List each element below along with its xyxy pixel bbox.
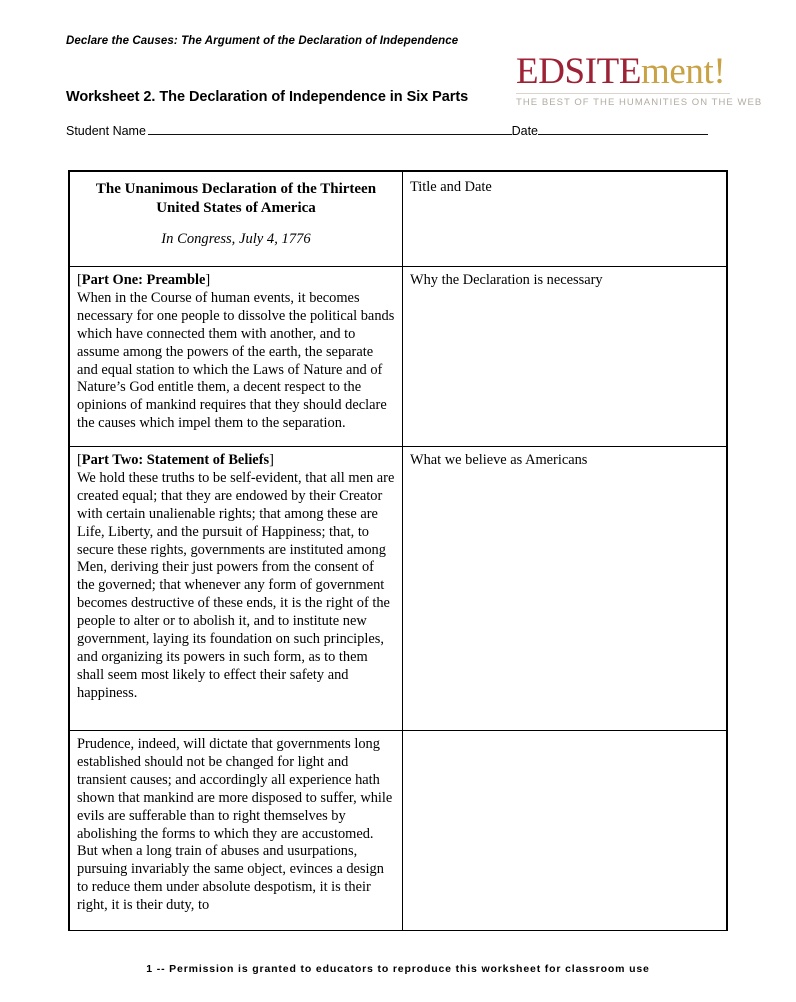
date-input[interactable] xyxy=(538,122,708,135)
six-parts-table xyxy=(68,170,728,931)
student-name-input[interactable] xyxy=(148,122,512,135)
prompt-label: Title and Date xyxy=(410,179,492,195)
table-row xyxy=(69,731,727,931)
part-one-bracket-close: ] xyxy=(205,272,211,288)
page-title: Worksheet 2. The Declaration of Independence in Six Parts xyxy=(66,89,469,105)
part-two-bracket-open: [ xyxy=(77,452,82,468)
table-row xyxy=(69,447,727,731)
part-two-label: Part Two: Statement of Beliefs xyxy=(81,452,270,468)
declaration-title: The Unanimous Declaration of the Thirteen United States of America xyxy=(95,181,377,216)
declaration-title-cell xyxy=(69,171,403,267)
page-footer: 1 -- Permission is granted to educators to reproduce this worksheet for classroom use xyxy=(146,963,650,975)
date-label: Date xyxy=(511,124,538,138)
logo-divider xyxy=(516,93,730,94)
prompt-cell-why-necessary[interactable] xyxy=(403,267,728,447)
student-info-row xyxy=(66,122,708,138)
part-one-bracket-open: [ xyxy=(77,272,82,288)
logo-edsite-text: EDSITE xyxy=(516,51,642,92)
prompt-cell-what-we-believe[interactable] xyxy=(403,447,728,731)
part-two-text-cell xyxy=(69,447,403,731)
prompt-cell-blank[interactable] xyxy=(403,731,728,931)
prompt-label: Why the Declaration is necessary xyxy=(410,272,603,288)
part-one-text-cell xyxy=(69,267,403,447)
declaration-subtitle: In Congress, July 4, 1776 xyxy=(161,231,311,247)
logo-wordmark xyxy=(516,52,732,92)
logo-tagline: THE BEST OF THE HUMANITIES ON THE WEB xyxy=(516,97,763,108)
prudence-body: Prudence, indeed, will dictate that governments long established should not be changed for light and transient causes; and accordingly all experience hath shown that mankind are more disposed to suffer, while evils are sufferable than to right themselves by abolishing the forms to which they are accustomed. But when a long train of abuses and usurpations, pursuing invariably the same object, evinces a design to reduce them under absolute despotism, it is their right, it is their duty, to xyxy=(77,736,393,914)
part-one-label: Part One: Preamble xyxy=(81,272,206,288)
part-one-body: When in the Course of human events, it becomes necessary for one people to dissolve the political bands which have connected them with another, and to assume among the powers of the earth, the separate and equal station to which the Laws of Nature and of Nature’s God entitle them, a decent respect to the opinions of mankind requires that they should declare the causes which impel them to the separation. xyxy=(77,289,395,432)
prompt-cell-title-and-date[interactable] xyxy=(403,171,728,267)
unit-kicker: Declare the Causes: The Argument of the Declaration of Independence xyxy=(66,35,459,47)
prudence-text-cell xyxy=(69,731,403,931)
edsitement-logo xyxy=(516,51,763,108)
logo-ment-text: ment! xyxy=(641,51,726,92)
table-row xyxy=(69,171,727,267)
table-row xyxy=(69,267,727,447)
student-name-label: Student Name xyxy=(66,124,146,138)
part-two-bracket-close: ] xyxy=(269,452,274,468)
part-two-body: We hold these truths to be self-evident, that all men are created equal; that they are endowed by their Creator with certain unalienable rights; that among these are Life, Liberty, and the pursuit of Happiness; that, to secure these rights, governments are instituted among Men, deriving their just powers from the consent of the governed; that whenever any form of government becomes destructive of these ends, it is the right of the people to alter or to abolish it, and to institute new government, laying its foundation on such principles, and organizing its powers in such form, as to them shall seem most likely to effect their safety and happiness. xyxy=(77,469,395,701)
prompt-label: What we believe as Americans xyxy=(410,452,588,468)
